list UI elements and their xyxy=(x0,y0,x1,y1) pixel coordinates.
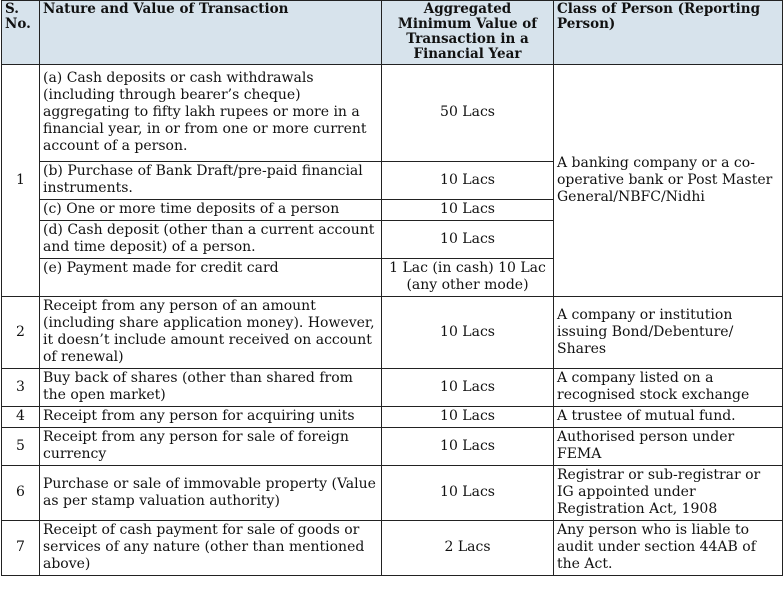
row-amount: 10 Lacs xyxy=(382,407,554,428)
row-amount: 10 Lacs xyxy=(382,162,554,200)
row-amount: 10 Lacs xyxy=(382,466,554,521)
row-amount: 10 Lacs xyxy=(382,428,554,466)
transactions-table xyxy=(1,0,783,576)
row-nature: (c) One or more time deposits of a person xyxy=(40,200,382,221)
row-amount: 50 Lacs xyxy=(382,65,554,162)
row-person: A company or institution issuing Bond/Debenture/ Shares xyxy=(554,297,783,369)
row-sno: 2 xyxy=(2,297,40,369)
row-sno: 4 xyxy=(2,407,40,428)
row-sno: 6 xyxy=(2,466,40,521)
row-nature: (d) Cash deposit (other than a current account and time deposit) of a person. xyxy=(40,221,382,259)
row-amount: 2 Lacs xyxy=(382,521,554,576)
row-person: A trustee of mutual fund. xyxy=(554,407,783,428)
table-row xyxy=(2,297,783,369)
row-amount: 10 Lacs xyxy=(382,200,554,221)
row-nature: Receipt from any person of an amount (including share application money). However, it doesn’t include amount received on account of renewal) xyxy=(40,297,382,369)
row-person: A company listed on a recognised stock exchange xyxy=(554,369,783,407)
table-row xyxy=(2,521,783,576)
row-nature: Receipt from any person for sale of foreign currency xyxy=(40,428,382,466)
table-row xyxy=(2,428,783,466)
header-person: Class of Person (Reporting Person) xyxy=(554,1,783,65)
row-nature: (b) Purchase of Bank Draft/pre-paid financial instruments. xyxy=(40,162,382,200)
table-row xyxy=(2,369,783,407)
row-sno: 3 xyxy=(2,369,40,407)
table-row xyxy=(2,466,783,521)
row-nature: (e) Payment made for credit card xyxy=(40,259,382,297)
row-amount: 10 Lacs xyxy=(382,221,554,259)
row-person: Authorised person under FEMA xyxy=(554,428,783,466)
row-amount: 10 Lacs xyxy=(382,297,554,369)
row-nature: Receipt of cash payment for sale of goods or services of any nature (other than mentioned above) xyxy=(40,521,382,576)
row-amount: 10 Lacs xyxy=(382,369,554,407)
header-nature: Nature and Value of Transaction xyxy=(40,1,382,65)
row-sno: 1 xyxy=(2,65,40,297)
header-amount: Aggregated Minimum Value of Transaction in a Financial Year xyxy=(382,1,554,65)
row-nature: Purchase or sale of immovable property (Value as per stamp valuation authority) xyxy=(40,466,382,521)
row-nature: (a) Cash deposits or cash withdrawals (including through bearer’s cheque) aggregating to fifty lakh rupees or more in a financial year, in or from one or more current account of a person. xyxy=(40,65,382,162)
row-person: Registrar or sub-registrar or IG appointed under Registration Act, 1908 xyxy=(554,466,783,521)
row-nature: Receipt from any person for acquiring units xyxy=(40,407,382,428)
table-row xyxy=(2,65,783,162)
table-row xyxy=(2,407,783,428)
row-nature: Buy back of shares (other than shared from the open market) xyxy=(40,369,382,407)
row-sno: 5 xyxy=(2,428,40,466)
header-sno: S. No. xyxy=(2,1,40,65)
row-person: Any person who is liable to audit under section 44AB of the Act. xyxy=(554,521,783,576)
row-sno: 7 xyxy=(2,521,40,576)
row-person: A banking company or a co-operative bank or Post Master General/NBFC/Nidhi xyxy=(554,65,783,297)
table-header-row xyxy=(2,1,783,65)
row-amount: 1 Lac (in cash) 10 Lac (any other mode) xyxy=(382,259,554,297)
